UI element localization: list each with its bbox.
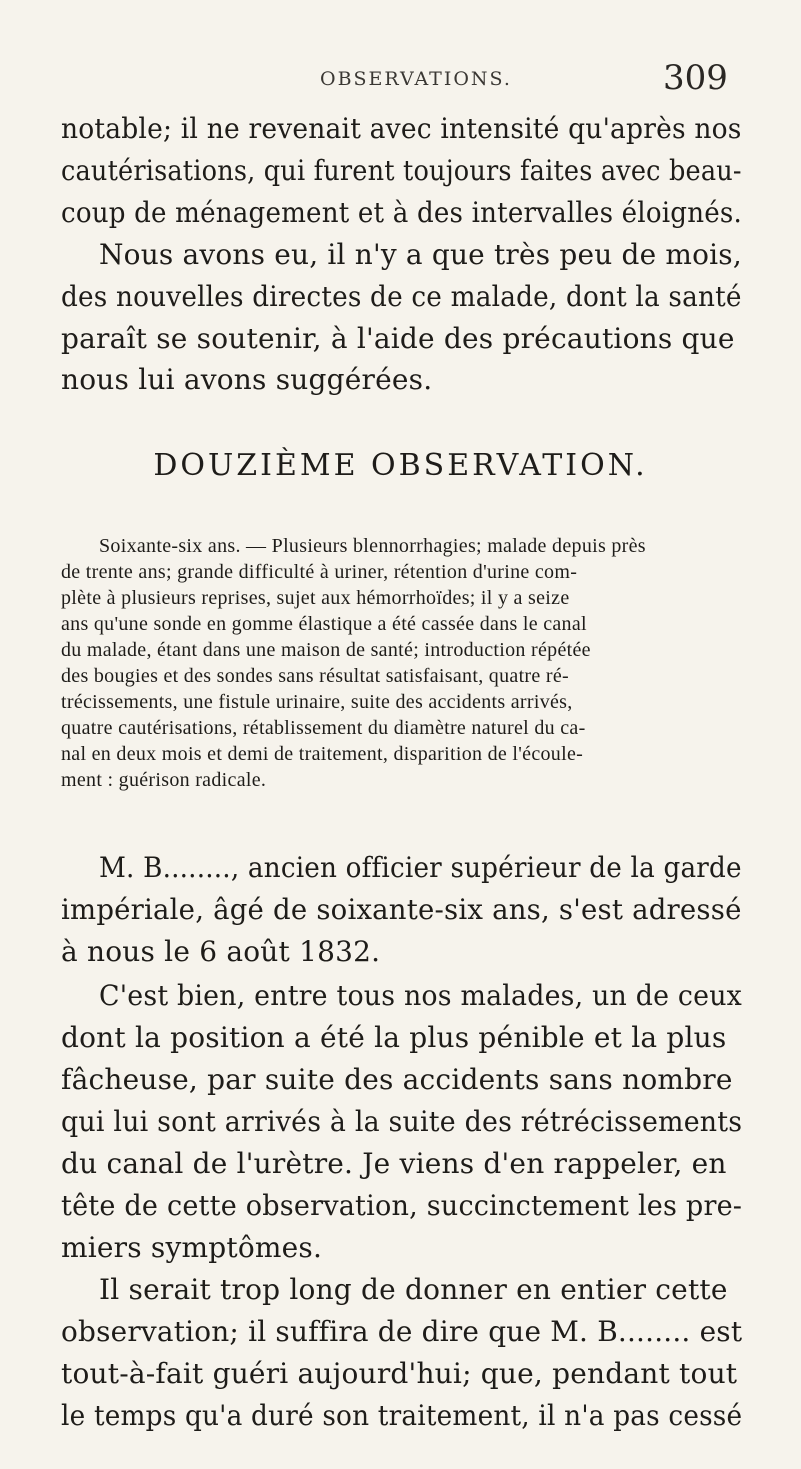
- text-line: des nouvelles directes de ce malade, dont la santé: [61, 280, 742, 313]
- text-line: coup de ménagement et à des intervalles éloignés.: [61, 196, 742, 229]
- summary-line: nal en deux mois et demi de traitement, disparition de l'écoule-: [61, 743, 584, 765]
- summary-line: Soixante-six ans. — Plusieurs blennorrhagies; malade depuis près: [99, 535, 646, 557]
- text-line: qui lui sont arrivés à la suite des rétrécissements: [61, 1105, 743, 1138]
- text-line: fâcheuse, par suite des accidents sans nombre: [61, 1063, 733, 1096]
- running-title: OBSERVATIONS.: [320, 68, 512, 90]
- text-line: paraît se soutenir, à l'aide des précautions que: [61, 322, 735, 355]
- text-line: Il serait trop long de donner en entier cette: [99, 1273, 728, 1306]
- summary-line: trécissements, une fistule urinaire, suite des accidents arrivés,: [61, 691, 573, 713]
- summary-line: ment : guérison radicale.: [61, 769, 267, 791]
- text-line: tête de cette observation, succinctement les pre-: [61, 1189, 743, 1222]
- text-line: Nous avons eu, il n'y a que très peu de mois,: [99, 238, 742, 271]
- summary-line: ans qu'une sonde en gomme élastique a été cassée dans le canal: [61, 613, 587, 635]
- text-line: M. B........, ancien officier supérieur de la garde: [99, 851, 742, 884]
- text-line: cautérisations, qui furent toujours faites avec beau-: [61, 154, 742, 187]
- text-line: impériale, âgé de soixante-six ans, s'est adressé: [61, 893, 742, 926]
- summary-line: plète à plusieurs reprises, sujet aux hémorrhoïdes; il y a seize: [61, 587, 570, 609]
- text-line: observation; il suffira de dire que M. B........ est: [61, 1315, 743, 1348]
- text-line: dont la position a été la plus pénible et la plus: [61, 1021, 727, 1054]
- text-line: du canal de l'urètre. Je viens d'en rappeler, en: [61, 1147, 727, 1180]
- text-line: miers symptômes.: [61, 1231, 323, 1264]
- text-line: à nous le 6 août 1832.: [61, 935, 381, 968]
- section-heading: DOUZIÈME OBSERVATION.: [153, 448, 648, 483]
- text-line: nous lui avons suggérées.: [61, 363, 433, 396]
- summary-line: de trente ans; grande difficulté à uriner, rétention d'urine com-: [61, 561, 578, 583]
- page-number: 309: [663, 58, 728, 98]
- running-head: [0, 58, 801, 104]
- text-line: notable; il ne revenait avec intensité qu'après nos: [61, 112, 742, 145]
- text-line: C'est bien, entre tous nos malades, un de ceux: [99, 979, 743, 1012]
- summary-line: quatre cautérisations, rétablissement du diamètre naturel du ca-: [61, 717, 586, 739]
- summary-line: du malade, étant dans une maison de santé; introduction répétée: [61, 639, 591, 661]
- summary-line: des bougies et des sondes sans résultat satisfaisant, quatre ré-: [61, 665, 569, 687]
- text-line: le temps qu'a duré son traitement, il n'a pas cessé: [61, 1399, 743, 1432]
- text-line: tout-à-fait guéri aujourd'hui; que, pendant tout: [61, 1357, 738, 1390]
